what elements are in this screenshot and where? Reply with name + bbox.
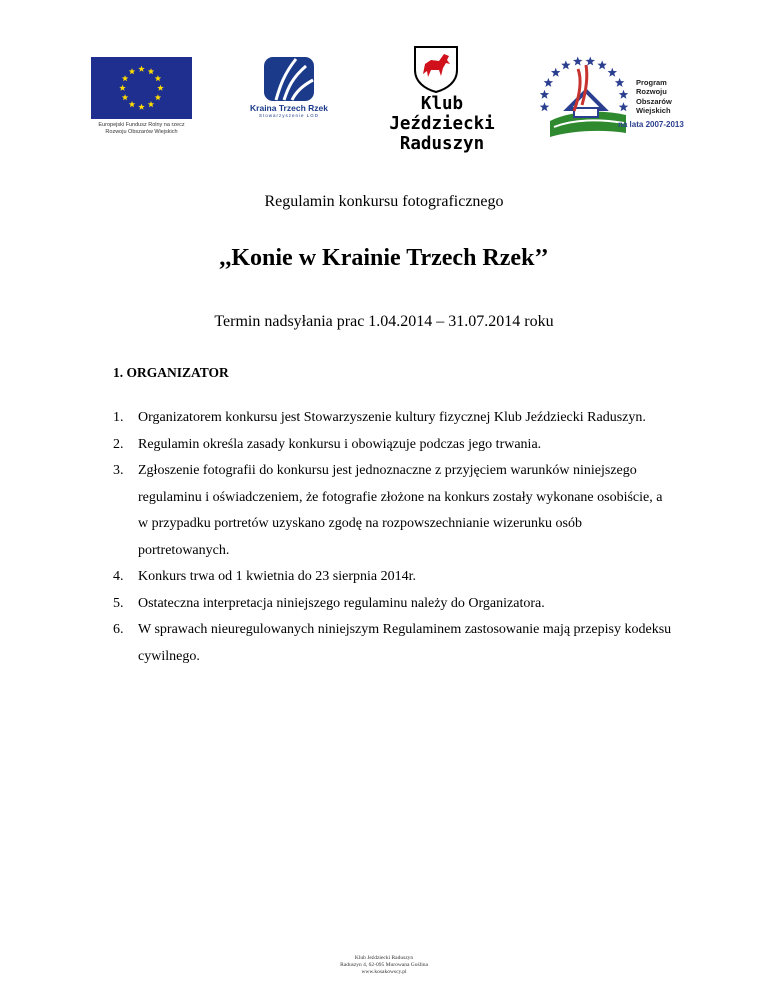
page-footer: [0, 955, 768, 976]
star-icon: [119, 85, 125, 91]
footer-line-3: www.kosakowscy.pl: [361, 969, 407, 975]
list-item-number: 4.: [113, 569, 124, 584]
list-item-number: 6.: [113, 622, 124, 637]
eu-caption-line-1: Europejski Fundusz Rolny na rzecz: [98, 122, 185, 128]
list-item-number: 5.: [113, 595, 124, 611]
star-icon: [129, 101, 135, 107]
logo-bar: [0, 44, 768, 154]
list-item-text: Organizatorem konkursu jest Stowarzyszenie kultury fizycznej Klub Jeździecki Raduszyn.: [138, 410, 646, 425]
star-icon: [148, 68, 154, 74]
prow-word-1: Program: [636, 78, 667, 87]
star-icon: [619, 90, 629, 99]
star-icon: [544, 78, 554, 87]
star-icon: [586, 56, 596, 65]
prow-word-4: Wiejskich: [636, 105, 671, 115]
list-item-number: 2.: [113, 436, 124, 452]
eu-flag-icon: [91, 57, 192, 119]
list-item-number: 3.: [113, 463, 124, 478]
list-item: [113, 591, 673, 618]
eu-caption-line-2: Rozwoju Obszarów Wiejskich: [105, 128, 178, 135]
submission-deadline: Termin nadsyłania prac 1.04.2014 – 31.07.2014 roku: [214, 313, 554, 330]
list-item-number: 1.: [113, 410, 124, 425]
star-icon: [138, 104, 144, 110]
star-icon: [540, 90, 550, 99]
star-icon: [615, 78, 625, 87]
document-title: ,,Konie w Krainie Trzech Rzek’’: [219, 245, 549, 271]
list-item: [113, 617, 673, 670]
footer-line-2: Raduszyn 4, 62-095 Murowana Goślina: [340, 962, 428, 968]
eu-fund-logo: [91, 57, 192, 135]
star-icon: [157, 85, 163, 91]
list-item: [113, 405, 673, 432]
club-name-line-1: Klub Jeździecki: [389, 94, 495, 134]
star-icon: [561, 60, 571, 69]
star-icon: [122, 94, 128, 100]
prow-word-2: Rozwoju: [636, 87, 667, 97]
star-icon: [138, 66, 144, 72]
section-heading: 1. ORGANIZATOR: [113, 365, 229, 380]
club-name-line-2: Raduszyn: [399, 134, 485, 154]
star-icon: [122, 75, 128, 81]
prow-years: na lata 2007-2013: [618, 120, 684, 129]
list-item-text: Ostateczna interpretacja niniejszego regulaminu należy do Organizatora.: [138, 595, 545, 611]
ktr-subtitle: Stowarzyszenie LGD: [258, 113, 320, 118]
star-icon: [597, 60, 607, 69]
club-logo: [376, 44, 508, 154]
river-emblem-icon: [262, 56, 316, 102]
prow-logo: [530, 49, 684, 141]
list-item-text: W sprawach nieuregulowanych niniejszym Regulaminem zastosowanie mają przepisy kodeksu cywilnego.: [138, 622, 672, 664]
ktr-name: Kraina Trzech Rzek: [250, 103, 328, 113]
star-icon: [155, 75, 161, 81]
star-icon: [155, 94, 161, 100]
list-item: [113, 432, 673, 459]
star-icon: [540, 102, 550, 111]
star-icon: [619, 102, 629, 111]
footer-line-1: Klub Jeździecki Raduszyn: [354, 955, 414, 961]
document-subtitle: Regulamin konkursu fotograficznego: [264, 193, 504, 210]
star-icon: [148, 101, 154, 107]
kraina-trzech-rzek-logo: [250, 56, 328, 118]
star-icon: [129, 68, 135, 74]
prow-words: [636, 78, 672, 115]
rules-list: [113, 405, 673, 670]
star-icon: [608, 68, 618, 77]
list-item: [113, 458, 673, 564]
eu-fund-caption: [91, 122, 192, 135]
list-item: [113, 564, 673, 591]
prow-word-3: Obszarów: [636, 96, 672, 106]
horse-shield-icon: [409, 44, 463, 94]
list-item-text: Regulamin określa zasady konkursu i obowiązuje podczas jego trwania.: [138, 436, 542, 452]
star-icon: [573, 56, 583, 65]
list-item-text: Konkurs trwa od 1 kwietnia do 23 sierpnia 2014r.: [138, 569, 417, 584]
star-icon: [551, 68, 561, 77]
list-item-text: Zgłoszenie fotografii do konkursu jest jednoznaczne z przyjęciem warunków niniejszego regulaminu i oświadczeniem, że fotografie złożone na konkurs zostały wykonane osobiście, a w przypadku portretów uzyskano zgodę na rozpowszechnianie wizerunku osób portretowanych.: [138, 463, 663, 558]
